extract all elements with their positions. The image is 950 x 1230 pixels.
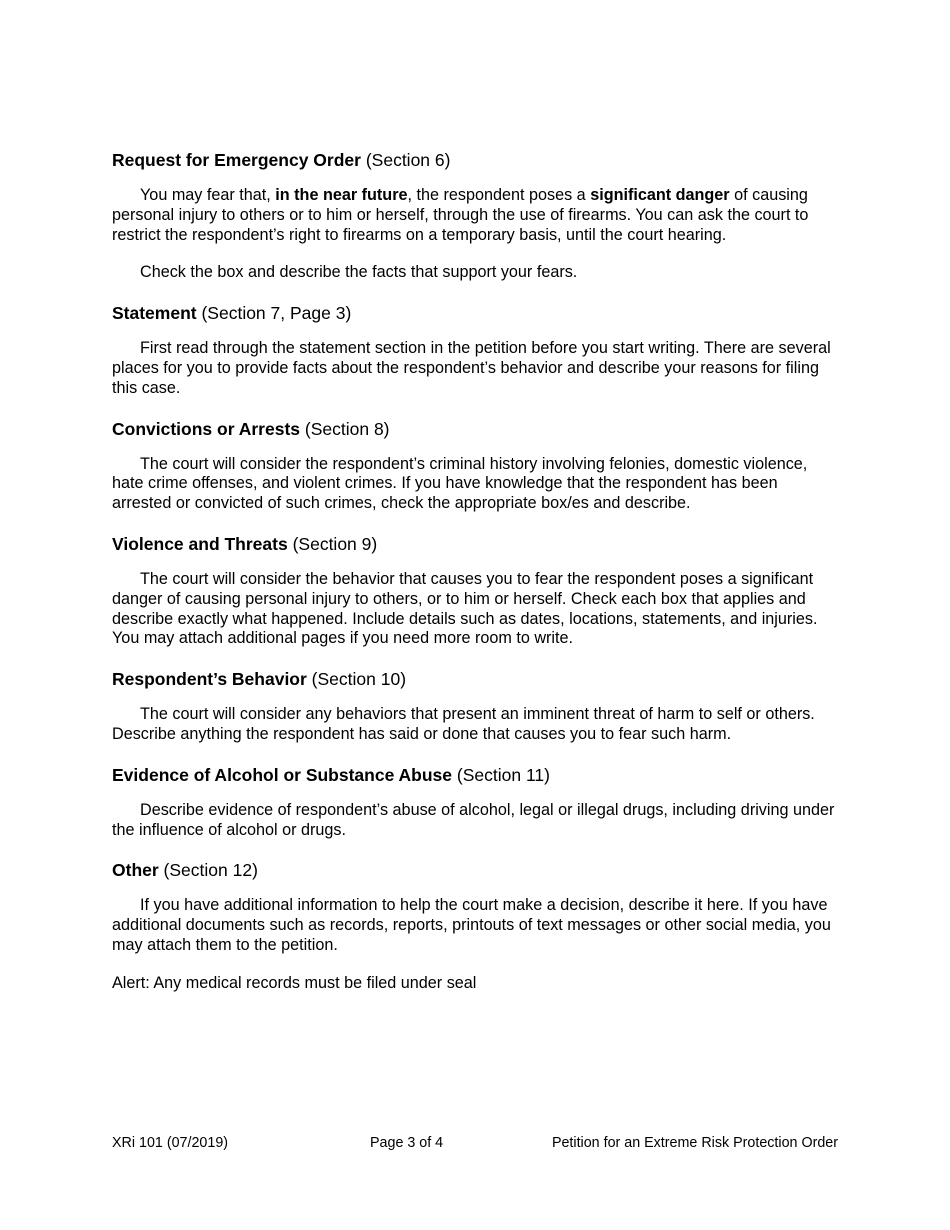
section-paragraph: You may fear that, in the near future, the respondent poses a significant danger of causing personal injury to others or to him or herself, through the use of firearms. You can ask the court to restrict the respondent’s right to firearms on a temporary basis, until the court hearing. <box>112 186 809 244</box>
section-statement <box>112 301 840 398</box>
section-violence-threats <box>112 532 840 649</box>
section-substance-abuse <box>112 763 840 841</box>
section-heading: Violence and Threats (Section 9) <box>112 533 378 554</box>
section-convictions <box>112 417 840 514</box>
section-paragraph: If you have additional information to help the court make a decision, describe it here. If you have additional documents such as records, reports, printouts of text messages or other social media, you may attach them to the petition. <box>112 896 831 954</box>
section-paragraph: The court will consider any behaviors that present an imminent threat of harm to self or others. Describe anything the respondent has said or done that causes you to fear such harm. <box>112 705 815 743</box>
section-paragraph: Check the box and describe the facts that support your fears. <box>140 263 578 282</box>
document-body <box>112 148 840 994</box>
footer-form-id: XRi 101 (07/2019) <box>112 1135 229 1151</box>
section-other <box>112 858 840 955</box>
section-heading: Statement (Section 7, Page 3) <box>112 303 352 324</box>
section-heading: Other (Section 12) <box>112 860 258 881</box>
medical-records-alert: Alert: Any medical records must be filed under seal <box>112 973 477 992</box>
section-heading: Respondent’s Behavior (Section 10) <box>112 669 407 690</box>
section-respondent-behavior <box>112 667 840 745</box>
section-paragraph: Describe evidence of respondent’s abuse of alcohol, legal or illegal drugs, including driving under the influence of alcohol or drugs. <box>112 800 835 839</box>
section-paragraph: The court will consider the respondent’s criminal history involving felonies, domestic violence, hate crime offenses, and violent crimes. If you have knowledge that the respondent has been arrested or convicted of such crimes, check the appropriate box/es and describe. <box>112 454 808 513</box>
section-heading: Request for Emergency Order (Section 6) <box>112 150 451 170</box>
section-heading: Convictions or Arrests (Section 8) <box>112 418 390 439</box>
footer-page-number: Page 3 of 4 <box>370 1135 444 1151</box>
section-paragraph: The court will consider the behavior that causes you to fear the respondent poses a significant danger of causing personal injury to others, or to him or herself. Check each box that applies and describe exactly what happened. Include details such as dates, locations, statements, and injuries. You may attach additional pages if you need more room to write. <box>112 569 818 648</box>
section-emergency-order <box>112 148 840 283</box>
section-heading: Evidence of Alcohol or Substance Abuse (Section 11) <box>112 764 550 785</box>
footer-form-title: Petition for an Extreme Risk Protection Order <box>551 1135 838 1151</box>
section-paragraph: First read through the statement section in the petition before you start writing. There are several places for you to provide facts about the respondent’s behavior and describe your reasons for filing this case. <box>112 339 831 397</box>
